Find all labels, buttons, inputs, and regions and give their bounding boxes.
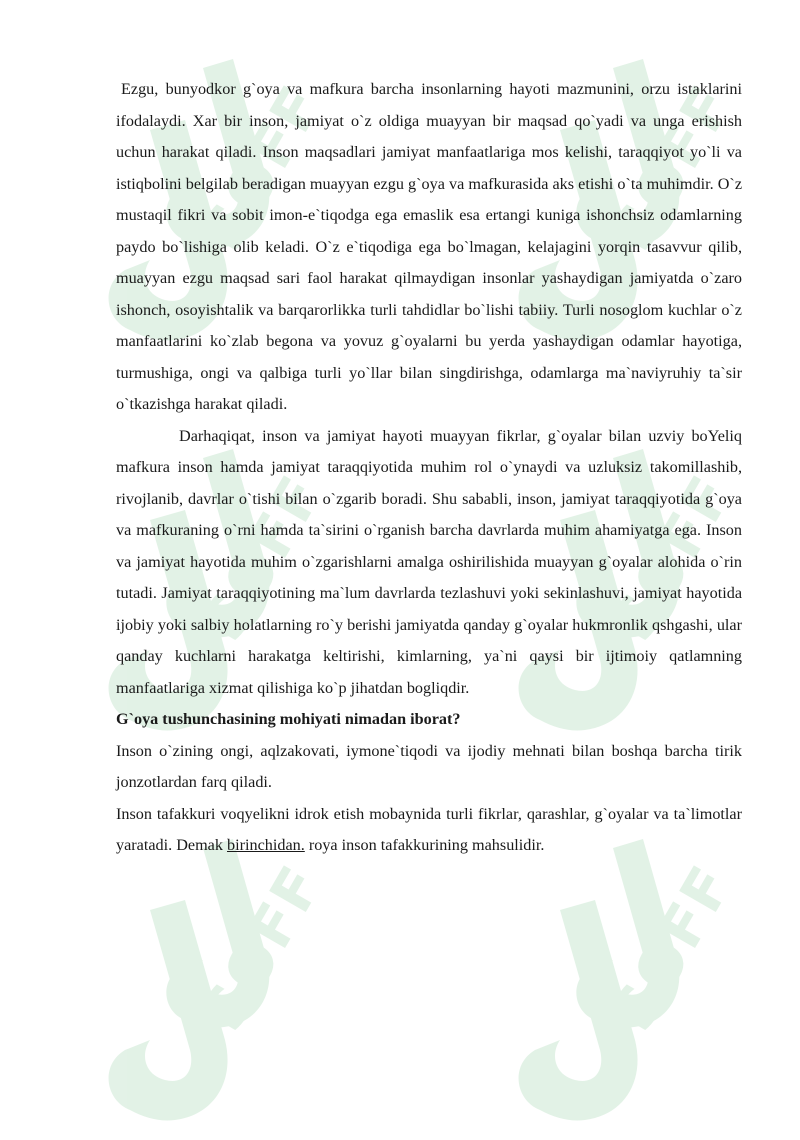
paragraph-1: Ezgu, bunyodkor g`oya va mafkura barcha insonlarning hayoti mazmunini, orzu istaklarini ifodalaydi. Xar bir inson, jamiyat o`z oldiga muayyan bir maqsad qo`yadi va unga erishish uchun harakat qiladi. Inson maqsadlari jamiyat manfaatlariga mos kelishi, taraqqiyot yo`li va istiqbolini belgilab beradigan muayyan ezgu g`oya va mafkurasida aks etishi o`ta muhimdir. O`z mustaqil fikri va sobit imon-e`tiqodga ega emaslik esa ertangi kuniga ishonchsiz odamlarning paydo bo`lishiga olib keladi. O`z e`tiqodiga ega bo`lmagan, kelajagini yorqin tasavvur qilib, muayyan ezgu maqsad sari faol harakat qilmaydigan insonlar yashaydigan jamiyatda o`zaro ishonch, osoyishtalik va barqarorlikka turli tahdidlar bo`lishi tabiiy. Turli nosoglom kuchlar o`z manfaatlarini ko`zlab begona va yovuz g`oyalarni bu yerda yashaydigan odamlar hayotiga, turmushiga, ongi va qalbiga turli yo`llar bilan singdirishga, odamlarga ma`naviyruhiy ta`sir o`tkazishga harakat qiladi. [116,80,742,413]
paragraph-4-text-start: Inson tafakkuri voqyelikni idrok etish mobaynida turli fikrlar, qarashlar, g`oyalar va ta`limotlar yaratadi. Demak [116,804,742,854]
paragraph-3: Inson o`zining ongi, aqlzakovati, iymone`tiqodi va ijodiy mehnati bilan boshqa barcha tirik jonzotlardan farq qiladi. [116,741,742,791]
underlined-word: birinchidan. [227,836,305,854]
paragraph-4 [116,799,742,862]
watermark-text: SOFF [598,853,747,1042]
watermark-text: SOFF [598,73,747,262]
watermark-text: SOFF [188,463,337,652]
document-page [116,74,742,862]
paragraph-2: Darhaqiqat, inson va jamiyat hayoti muayyan fikrlar, g`oyalar bilan uzviy boYeliq mafkura inson hamda jamiyat taraqqiyotida muhim rol o`ynaydi va uzluksiz takomillashib, rivojlanib, davrlar o`tishi bilan o`zgarib boradi. Shu sababli, inson, jamiyat taraqqiyotida g`oya va mafkuraning o`rni hamda ta`sirini o`rganish barcha davrlarda muhim ahamiyatga ega. Inson va jamiyat hayotida muhim o`zgarishlarni amalga oshirilishida muayyan g`oyalar alohida o`rin tutadi. Jamiyat taraqqiyotining ma`lum davrlarda tezlashuvi yoki sekinlashuvi, jamiyat hayotida ijobiy yoki salbiy holatlarning ro`y berishi jamiyatda qanday g`oyalar hukmronlik qshgashi, ular qanday kuchlarni harakatga keltirishi, kimlarning, ya`ni qaysi bir ijtimoiy qatlamning manfaatlariga xizmat qilishiga ko`p jihatdan bogliqdir. [116,426,742,697]
watermark-text: SOFF [188,73,337,262]
watermark-text: SOFF [188,853,337,1042]
paragraph-4-text-end: roya inson tafakkurining mahsulidir. [304,836,545,854]
watermark-text: SOFF [598,463,747,652]
section-heading: G`oya tushunchasining mohiyati nimadan iborat? [116,710,461,728]
